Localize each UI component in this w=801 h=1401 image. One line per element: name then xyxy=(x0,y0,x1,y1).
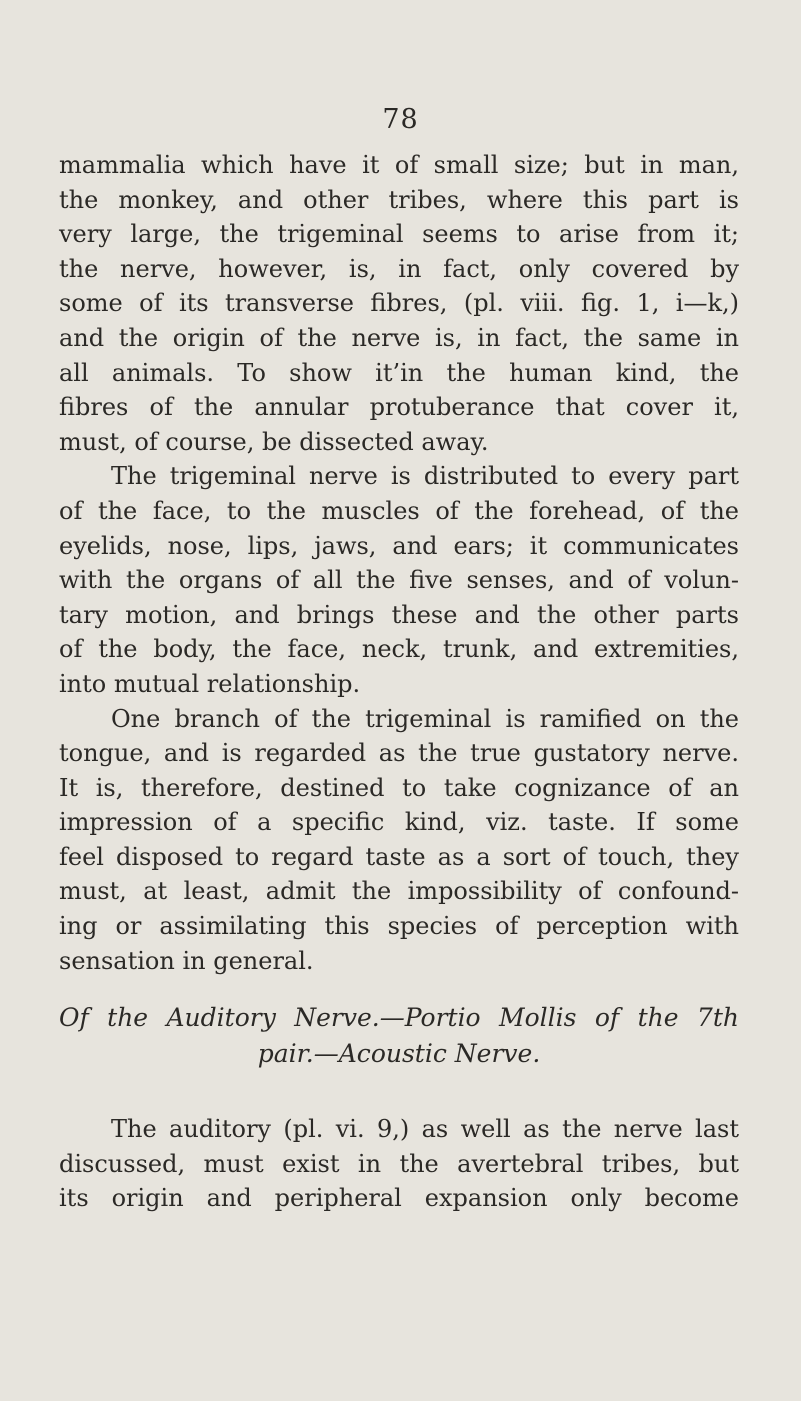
text-line: discussed, must exist in the avertebral tribes, but xyxy=(59,1149,739,1178)
text-line: of the face, to the muscles of the forehead, of the xyxy=(59,496,739,525)
paragraph-3 xyxy=(59,702,739,979)
text-line: must, at least, admit the impossibility of confound- xyxy=(59,877,739,906)
heading-line-1: Of the Auditory Nerve.—Portio Mollis of the 7th xyxy=(59,1003,739,1032)
paragraph-4 xyxy=(59,1112,739,1216)
text-line: mammalia which have it of small size; but in man, xyxy=(59,151,739,179)
text-line: with the organs of all the five senses, and of volun- xyxy=(59,566,739,595)
text-line: sensation in general. xyxy=(59,946,314,975)
heading-line-2: pair.—Acoustic Nerve. xyxy=(257,1039,541,1068)
text-line: the nerve, however, is, in fact, only covered by xyxy=(59,254,739,283)
section-body xyxy=(59,1112,739,1216)
text-line: all animals. To show it’in the human kind, the xyxy=(59,358,739,387)
text-line: feel disposed to regard taste as a sort of touch, they xyxy=(59,842,739,871)
text-line: tongue, and is regarded as the true gustatory nerve. xyxy=(59,739,739,768)
text-line: the monkey, and other tribes, where this part is xyxy=(59,185,739,214)
text-line: must, of course, be dissected away. xyxy=(59,427,489,456)
text-line: tary motion, and brings these and the other parts xyxy=(59,600,739,629)
paragraph-1 xyxy=(59,148,739,459)
body-text xyxy=(59,148,739,978)
text-line: ing or assimilating this species of perception with xyxy=(59,912,739,941)
text-line: eyelids, nose, lips, jaws, and ears; it communicates xyxy=(59,531,739,560)
text-line: The auditory (pl. vi. 9,) as well as the nerve last xyxy=(111,1115,739,1143)
page-number: 78 xyxy=(382,104,419,135)
text-line: One branch of the trigeminal is ramified on the xyxy=(111,704,739,733)
paragraph-2 xyxy=(59,459,739,701)
text-line: its origin and peripheral expansion only become xyxy=(59,1184,739,1213)
text-line: It is, therefore, destined to take cognizance of an xyxy=(59,773,739,802)
text-line: fibres of the annular protuberance that cover it, xyxy=(59,393,739,422)
text-line: of the body, the face, neck, trunk, and extremities, xyxy=(59,635,739,664)
section-heading xyxy=(59,1000,739,1072)
text-line: and the origin of the nerve is, in fact, the same in xyxy=(59,323,739,352)
text-line: some of its transverse fibres, (pl. viii. fig. 1, i—k,) xyxy=(59,289,739,318)
text-line: into mutual relationship. xyxy=(59,669,361,698)
text-line: The trigeminal nerve is distributed to every part xyxy=(111,462,739,491)
text-line: impression of a specific kind, viz. taste. If some xyxy=(59,808,739,837)
text-line: very large, the trigeminal seems to arise from it; xyxy=(59,220,739,249)
